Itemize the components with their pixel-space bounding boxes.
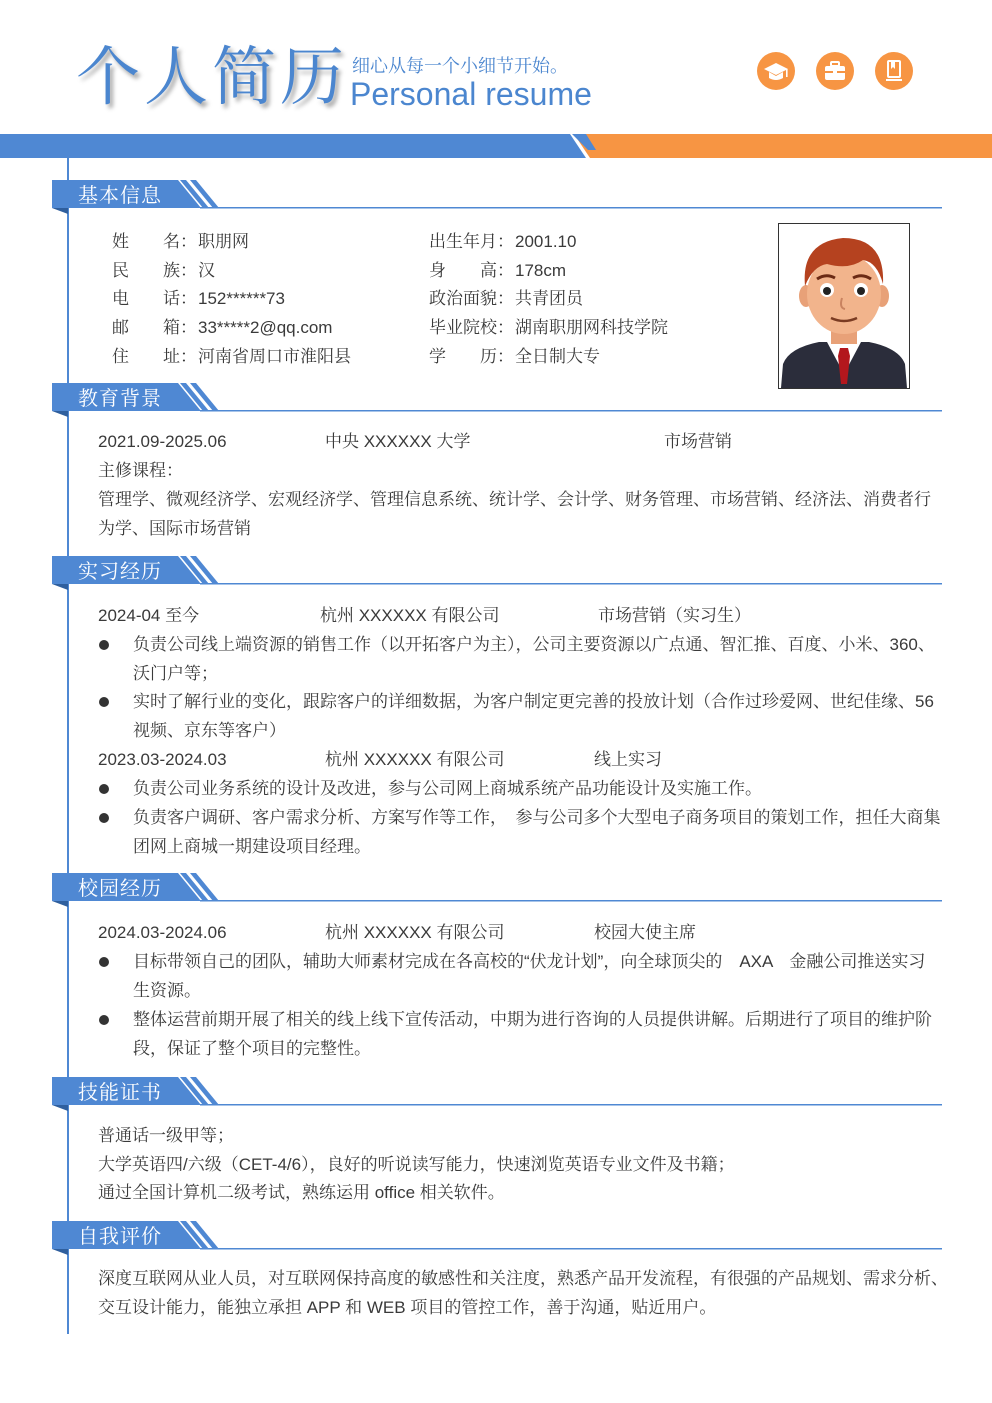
briefcase-icon	[816, 52, 854, 90]
intern-bullet-line: 沃门户等；	[133, 664, 218, 683]
info-label: 姓 名：	[112, 232, 197, 251]
section-title: 技能证书	[78, 1082, 162, 1104]
timeline-line	[67, 158, 69, 1334]
campus-role: 校园大使主席	[594, 923, 696, 942]
bullet-dot	[99, 813, 109, 823]
section-title: 实习经历	[78, 561, 162, 583]
resume-title-cn: 个人简历	[76, 41, 348, 115]
info-value-political: 共青团员	[515, 289, 583, 308]
bullet-dot	[99, 1015, 109, 1025]
bullet-dot	[99, 697, 109, 707]
intern-bullet-line: 负责客户调研、客户需求分析、方案写作等工作， 参与公司多个大型电子商务项目的策划工作，担任大商集	[133, 808, 941, 827]
skill-line: 通过全国计算机二级考试，熟练运用 office 相关软件。	[98, 1183, 505, 1202]
edu-major: 市场营销	[664, 432, 732, 451]
info-value-birth: 2001.10	[515, 232, 577, 251]
bullet-dot	[99, 957, 109, 967]
info-value-school: 湖南职朋网科技学院	[515, 318, 668, 337]
section-header-basic	[0, 180, 992, 214]
intern-period: 2023.03-2024.03	[98, 750, 227, 769]
edu-courses-label: 主修课程：	[98, 461, 183, 480]
section-title: 校园经历	[78, 878, 162, 900]
info-label: 身 高：	[429, 261, 514, 280]
section-title: 基本信息	[78, 185, 162, 207]
campus-bullet-line: 目标带领自己的团队，辅助大师素材完成在各高校的“伏龙计划”，向全球顶尖的 AXA 金融公司推送实习	[133, 952, 926, 971]
campus-company: 杭州 XXXXXX 有限公司	[325, 923, 505, 942]
info-value-phone: 152******73	[198, 289, 285, 308]
info-value-address: 河南省周口市淮阳县	[198, 347, 351, 366]
info-label: 邮 箱：	[112, 318, 197, 337]
edu-period: 2021.09-2025.06	[98, 432, 227, 451]
intern-bullet-line: 实时了解行业的变化，跟踪客户的详细数据，为客户制定更完善的投放计划（合作过珍爱网、世纪佳缘、56	[133, 692, 934, 711]
section-header-self	[0, 1221, 992, 1255]
self-eval-line: 深度互联网从业人员，对互联网保持高度的敏感性和关注度，熟悉产品开发流程，有很强的产品规划、需求分析、	[98, 1269, 948, 1288]
skill-line: 普通话一级甲等；	[98, 1126, 234, 1145]
info-value-ethnicity: 汉	[198, 261, 215, 280]
campus-bullet-line: 段，保证了整个项目的完整性。	[133, 1039, 371, 1058]
section-title: 教育背景	[78, 388, 162, 410]
bullet-dot	[99, 640, 109, 650]
resume-title-en: Personal resume	[350, 76, 592, 112]
intern-role: 市场营销（实习生）	[598, 606, 751, 625]
self-eval-line: 交互设计能力，能独立承担 APP 和 WEB 项目的管控工作，善于沟通，贴近用户。	[98, 1298, 717, 1317]
info-value-height: 178cm	[515, 261, 567, 280]
info-label: 民 族：	[112, 261, 197, 280]
info-value-degree: 全日制大专	[515, 347, 600, 366]
info-label: 住 址：	[112, 347, 197, 366]
info-label: 出生年月：	[429, 232, 514, 251]
intern-period: 2024-04 至今	[98, 606, 200, 625]
info-label: 电 话：	[112, 289, 197, 308]
info-label: 毕业院校：	[429, 318, 514, 337]
bullet-dot	[99, 784, 109, 794]
section-header-internship	[0, 556, 992, 590]
intern-company: 杭州 XXXXXX 有限公司	[320, 606, 500, 625]
edu-school: 中央 XXXXXX 大学	[325, 432, 471, 451]
edu-courses-line: 为学、国际市场营销	[98, 519, 251, 538]
intern-company: 杭州 XXXXXX 有限公司	[325, 750, 505, 769]
edu-courses-line: 管理学、微观经济学、宏观经济学、管理信息系统、统计学、会计学、财务管理、市场营销、经济法、消费者行	[98, 490, 931, 509]
campus-bullet-line: 整体运营前期开展了相关的线上线下宣传活动，中期为进行咨询的人员提供讲解。后期进行了项目的维护阶	[133, 1010, 932, 1029]
graduation-cap-icon	[757, 52, 795, 90]
profile-photo	[778, 223, 910, 389]
skill-line: 大学英语四/六级（CET-4/6），良好的听说读写能力，快速浏览英语专业文件及书籍；	[98, 1155, 735, 1174]
campus-bullet-line: 生资源。	[133, 981, 201, 1000]
intern-bullet-line: 团网上商城一期建设项目经理。	[133, 837, 371, 856]
info-value-email: 33*****2@qq.com	[198, 318, 333, 337]
section-header-campus	[0, 873, 992, 907]
intern-bullet-line: 视频、京东等客户）	[133, 721, 286, 740]
intern-bullet-line: 负责公司线上端资源的销售工作（以开拓客户为主），公司主要资源以广点通、智汇推、百度、小米、360、	[133, 635, 935, 654]
bookmark-icon	[875, 52, 913, 90]
section-title: 自我评价	[78, 1226, 162, 1248]
info-label: 学 历：	[429, 347, 514, 366]
resume-slogan: 细心从每一个小细节开始。	[352, 56, 568, 76]
info-value-name: 职朋网	[198, 232, 249, 251]
header-color-band	[0, 134, 992, 158]
info-label: 政治面貌：	[429, 289, 514, 308]
intern-bullet-line: 负责公司业务系统的设计及改进，参与公司网上商城系统产品功能设计及实施工作。	[133, 779, 762, 798]
intern-role: 线上实习	[594, 750, 662, 769]
section-header-skills	[0, 1077, 992, 1111]
campus-period: 2024.03-2024.06	[98, 923, 227, 942]
